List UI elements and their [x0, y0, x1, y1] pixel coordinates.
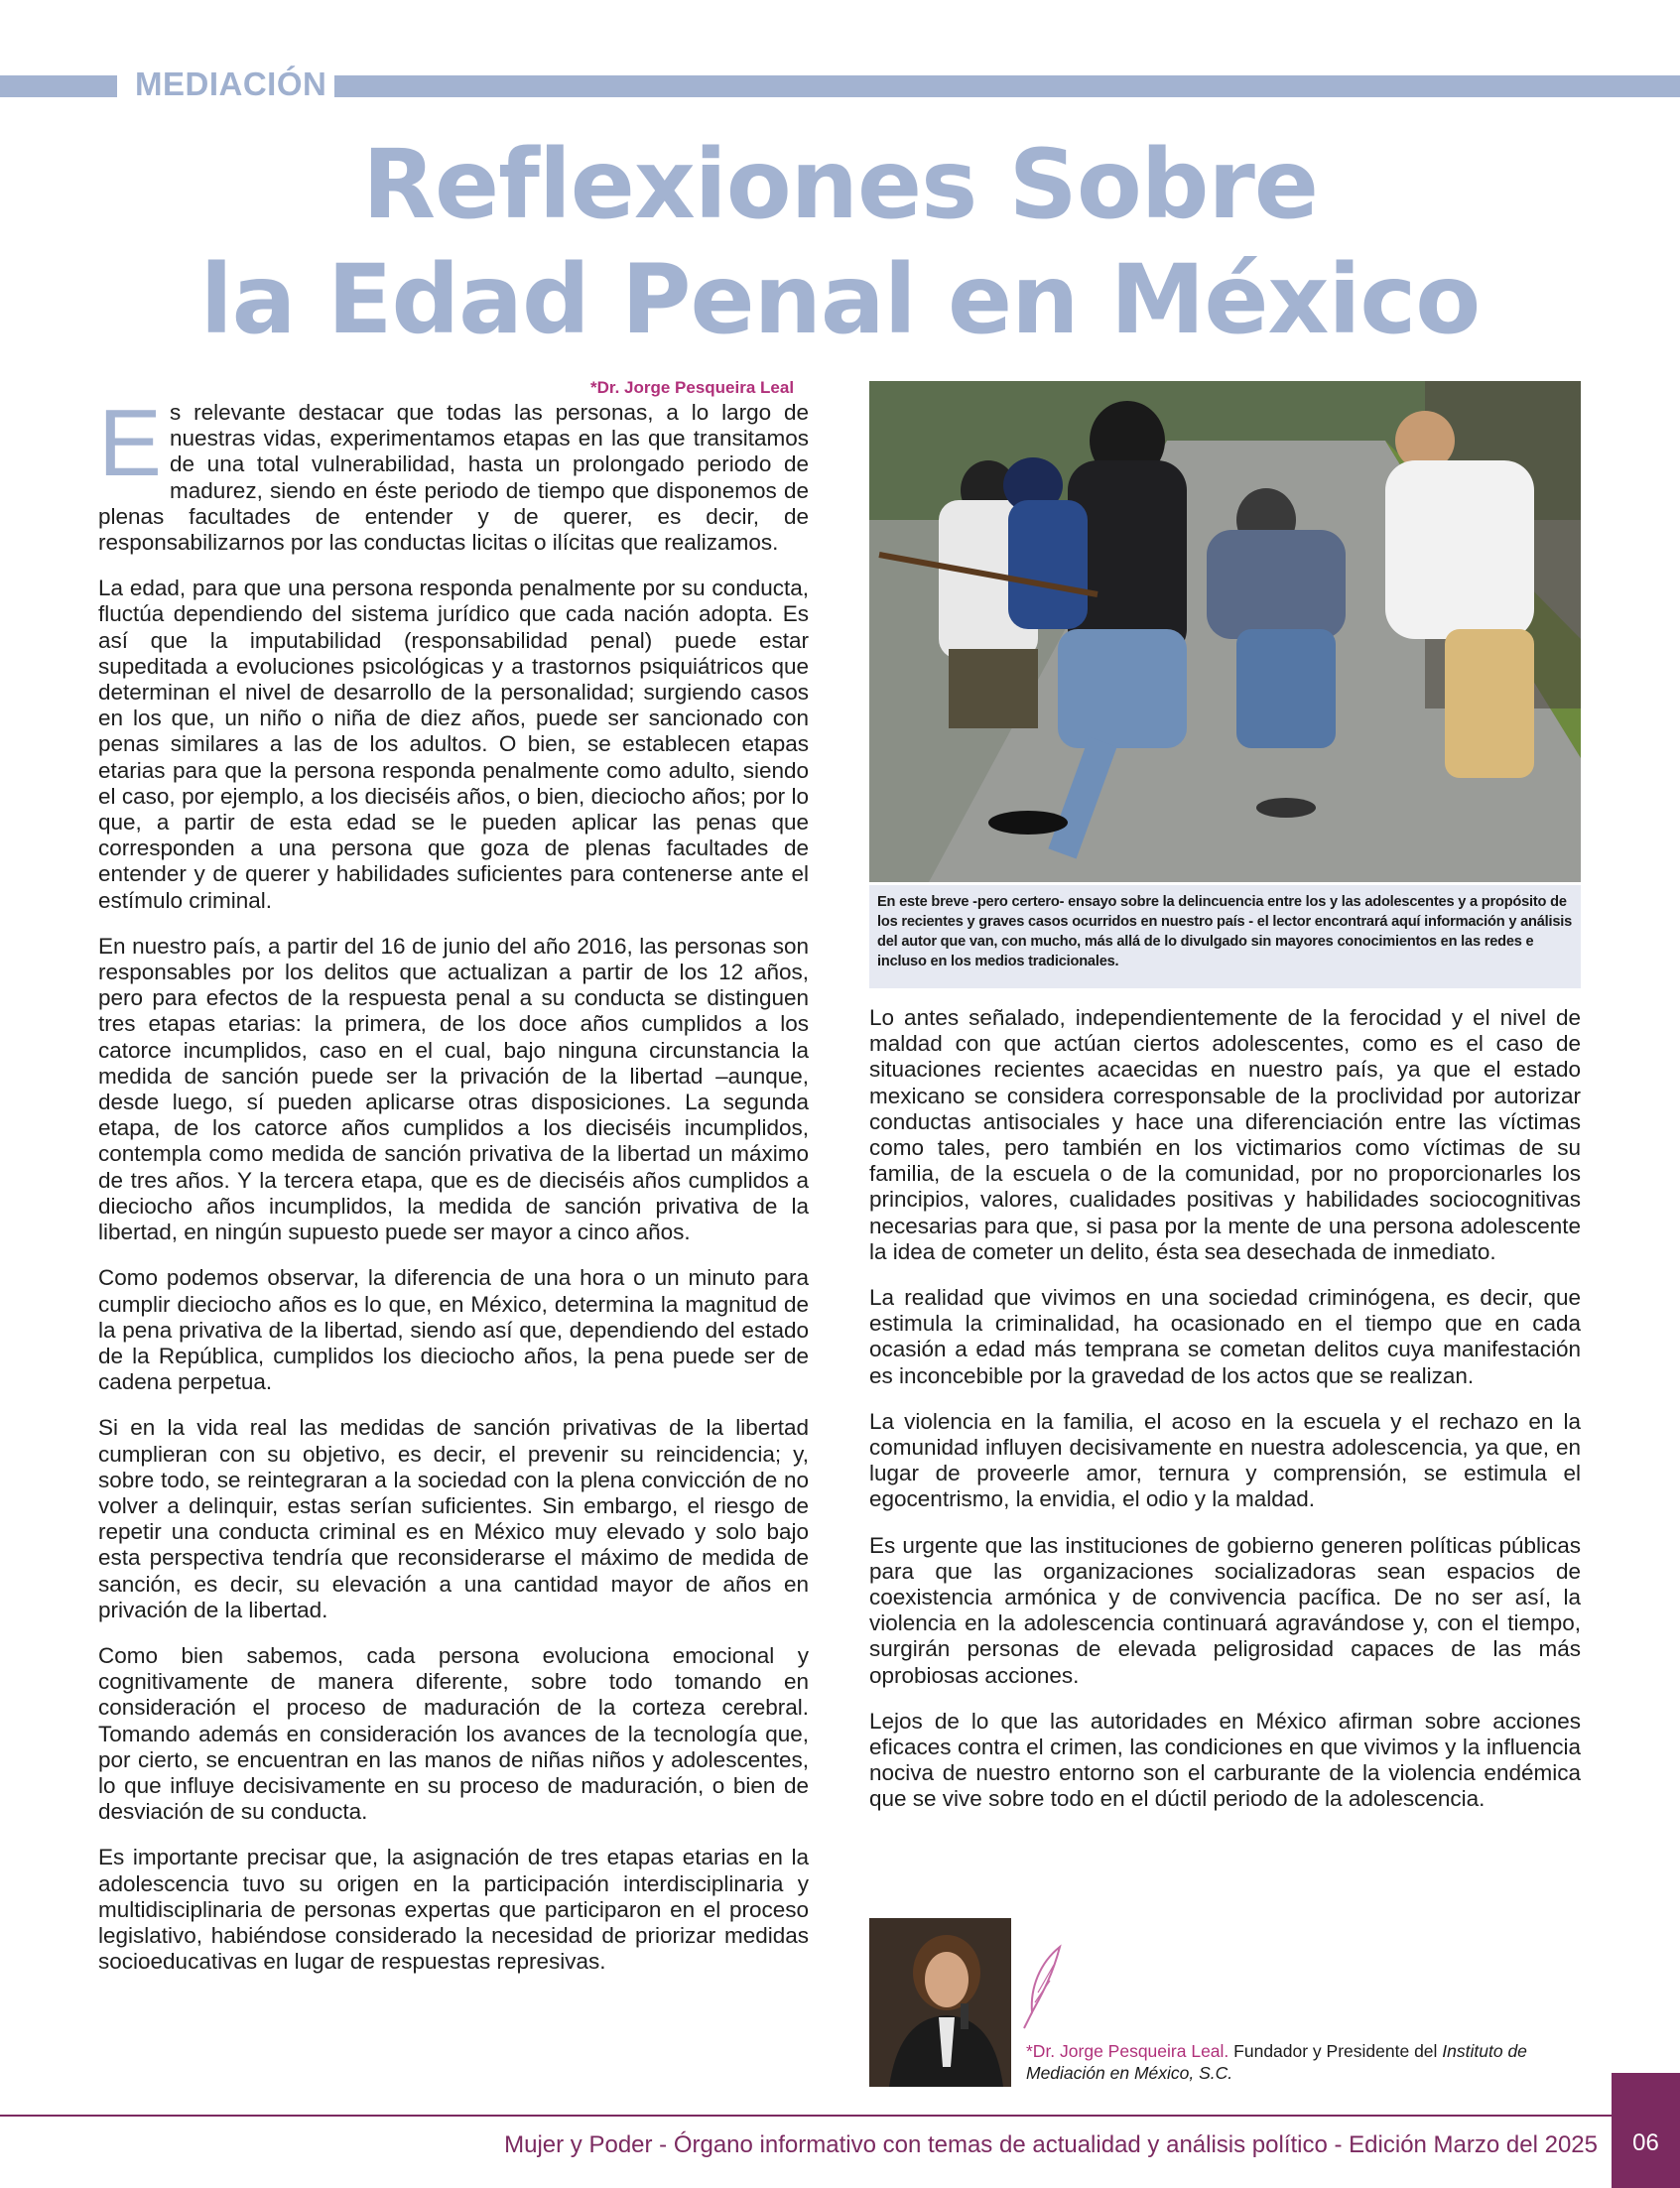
drop-cap: E — [98, 390, 163, 496]
bio-name: *Dr. Jorge Pesqueira Leal. — [1026, 2041, 1229, 2061]
section-label: MEDIACIÓN — [135, 65, 327, 102]
paragraph: Como bien sabemos, cada persona evoluciona emocional y cognitivamente de manera diferente, sobre todo tomando en consideración el proceso de maduración de la corteza cerebral. Tomando además en consideración los avances de la tecnología que, por cierto, se encuentran en las manos de niñas niños y adolescentes, lo que influye decisivamente en su proceso de maduración, o bien de desviación de su conducta. — [98, 1642, 809, 1825]
header-band-right — [334, 75, 1680, 97]
paragraph: La edad, para que una persona responda penalmente por su conducta, fluctúa dependiendo del sistema jurídico que cada nación adopta. Es así que la imputabilidad (responsabilidad penal) puede estar supeditada a evoluciones psicológicas y a trastornos psiquiátricos que determinan el nivel de desarrollo de la personalidad; surgiendo casos en los que, un niño o niña de diez años, puede ser sancionado con penas similares a las de los adultos. O bien, se establecen etapas etarias para que la persona responda penalmente como adulto, siendo el caso, por ejemplo, a los dieciséis años, o bien, dieciocho años; por lo que, a partir de esta edad se le pueden aplicar las penas que corresponden a una persona que goza de plenas facultades de entender y de querer y habilidades suficientes para contenerse ante el estímulo criminal. — [98, 576, 809, 913]
author-photo — [869, 1918, 1011, 2087]
paragraph: Es urgente que las instituciones de gobierno generen políticas públicas para que las organizaciones socializadoras sean espacios de coexistencia armónica y de convivencia pacífica. De no ser así, la violencia en la adolescencia continuará agravándose y, con el tiempo, surgirán personas de elevada peligrosidad capaces de las más oprobiosas acciones. — [869, 1532, 1581, 1688]
title-line-2: la Edad Penal en México — [199, 244, 1481, 355]
paragraph: La realidad que vivimos en una sociedad criminógena, es decir, que estimula la criminalidad, ha ocasionado en el tiempo que en cada ocasión a edad más temprana se cometan delitos cuya manifestación es inconcebible por la gravedad de los actos que se realizan. — [869, 1285, 1581, 1388]
paragraph: En nuestro país, a partir del 16 de junio del año 2016, las personas son responsables por los delitos que actualizan a partir de los 12 años, pero para efectos de la respuesta penal a su conducta se distinguen tres etapas etarias: la primera, de los doce años cumplidos a los catorce incumplidos, caso en el cual, bajo ninguna circunstancia la medida de sanción puede ser la privación de la libertad –aunque, desde luego, sí pueden aplicarse otras disposiciones. La segunda etapa, de los catorce años cumplidos a los dieciséis incumplidos, contempla como medida de sanción privativa de la libertad un máximo de tres años. Y la tercera etapa, que es de dieciséis años cumplidos a dieciocho años incumplidos, la medida de sanción privativa de la libertad, en ningún supuesto puede ser mayor a cinco años. — [98, 933, 809, 1245]
feather-quill-icon — [1020, 1943, 1070, 2032]
article-photo — [869, 381, 1581, 882]
title-line-1: Reflexiones Sobre — [362, 129, 1318, 240]
street-fight-photo — [869, 381, 1581, 882]
paragraph: Es importante precisar que, la asignación de tres etapas etarias en la adolescencia tuvo su origen en la participación interdisciplinaria y multidisciplinaria de personas expertas que participaron en el proceso legislativo, habiéndose considerado la necesidad de priorizar medidas socioeducativas en lugar de respuestas represivas. — [98, 1845, 809, 1975]
paragraph: Lo antes señalado, independientemente de la ferocidad y el nivel de maldad con que actúan ciertos adolescentes, como es el caso de situaciones recientes acaecidas en nuestro país, ya que el estado mexicano se considera corresponsable de la proclividad por autorizar conductas antisociales y hace una diferenciación entre las víctimas como tales, pero también en los victimarios como víctimas de su familia, de la escuela o de la comunidad, por no proporcionarles los principios, valores, cualidades positivas y habilidades sociocognitivas necesarias para que, si pasa por la mente de una persona adolescente la idea de cometer un delito, ésta sea desechada de inmediato. — [869, 1005, 1581, 1264]
bio-role: Fundador y Presidente del — [1228, 2041, 1443, 2061]
paragraph: Como podemos observar, la diferencia de una hora o un minuto para cumplir dieciocho años es lo que, en México, determina la magnitud de la pena privativa de la libertad, siendo así que, dependiendo del estado de la República, cumplidos los dieciocho años, la pena puede ser de cadena perpetua. — [98, 1265, 809, 1395]
paragraph: Si en la vida real las medidas de sanción privativas de la libertad cumplieran con su objetivo, es decir, el prevenir su reincidencia; y, sobre todo, se reintegraran a la sociedad con la plena convicción de no volver a delinquir, estas serían suficientes. Sin embargo, el riesgo de repetir una conducta criminal es en México muy elevado y solo bajo esta perspectiva tendría que reconsiderarse el máximo de medida de sanción, es decir, su elevación a una cantidad mayor de años en privación de la libertad. — [98, 1415, 809, 1622]
left-column — [98, 390, 809, 1995]
paragraph: Lejos de lo que las autoridades en México afirman sobre acciones eficaces contra el crimen, las condiciones en que vivimos y la influencia nociva de nuestro entorno son el carburante de la violencia endémica que se vive sobre todo en el dúctil periodo de la adolescencia. — [869, 1708, 1581, 1812]
author-bio — [1026, 2040, 1582, 2084]
paragraph: La violencia en la familia, el acoso en la escuela y el rechazo en la comunidad influyen decisivamente en nuestra adolescencia, ya que, en lugar de proveerle amor, ternura y comprensión, se estimula el egocentrismo, la envidia, el odio y la maldad. — [869, 1408, 1581, 1512]
page-number: 06 — [1632, 2129, 1659, 2156]
paragraph-text: s relevante destacar que todas las personas, a lo largo de nuestras vidas, experimentamos etapas en las que transitamos de una total vulnerabilidad, hasta un prolongado periodo de madurez, siendo en éste periodo de tiempo que disponemos de plenas facultades de entender y de querer, es decir, de responsabilizarnos por las conductas licitas o ilícitas que realizamos. — [98, 400, 809, 556]
author-portrait — [869, 1918, 1011, 2087]
footer-text: Mujer y Poder - Órgano informativo con temas de actualidad y análisis político - Edición Marzo del 2025 — [504, 2131, 1598, 2158]
right-column — [869, 1005, 1581, 1833]
footer-rule — [0, 2115, 1612, 2117]
author-byline: *Dr. Jorge Pesqueira Leal — [590, 378, 795, 397]
paragraph — [98, 390, 809, 556]
article-title — [0, 127, 1680, 357]
header-band-left — [0, 75, 117, 97]
photo-caption: En este breve -pero certero- ensayo sobre la delincuencia entre los y las adolescentes y a propósito de los recientes y graves casos ocurridos en nuestro país - el lector encontrará aquí información y análisis del autor que van, con mucho, más allá de lo divulgado sin mayores conocimientos en las redes e incluso en los medios tradicionales. — [877, 894, 1573, 969]
bio-institution: Instituto de Mediación en México, S.C. — [1026, 2041, 1527, 2083]
